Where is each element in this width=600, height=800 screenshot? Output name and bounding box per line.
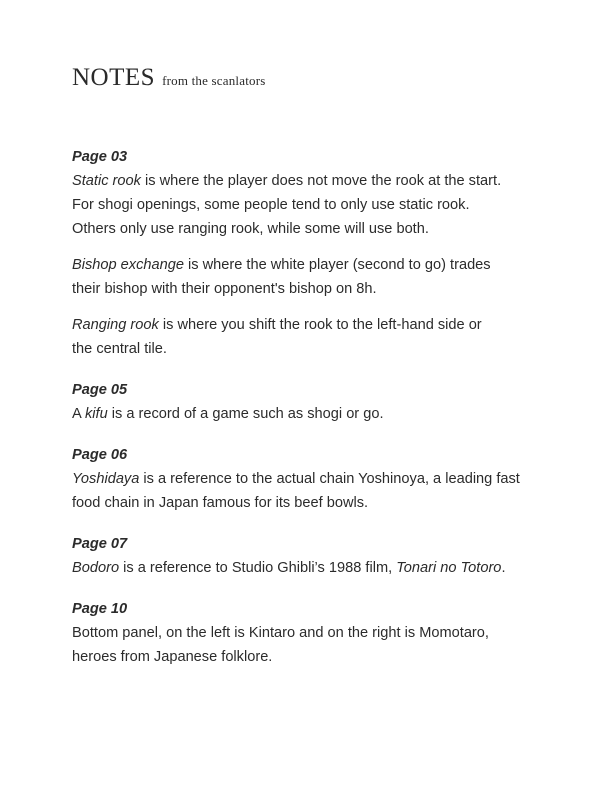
- note-paragraph: [72, 402, 542, 426]
- notes-section-page-10: [72, 597, 542, 669]
- note-paragraph: [72, 621, 542, 669]
- note-paragraph: [72, 556, 542, 580]
- page-heading: Page 10: [72, 601, 128, 617]
- note-text: A: [72, 406, 85, 422]
- note-term: kifu: [84, 406, 108, 422]
- note-text: For shogi openings, some people tend to only use static rook.: [72, 197, 470, 213]
- page-heading: Page 07: [72, 536, 128, 552]
- note-term: Ranging rook: [72, 317, 159, 333]
- notes-section-page-06: [72, 443, 542, 515]
- notes-section-page-07: [72, 532, 542, 580]
- header-subtitle: from the scanlators: [162, 73, 266, 88]
- page-heading: Page 06: [72, 447, 128, 463]
- note-term: Bodoro: [72, 560, 120, 576]
- note-text: is where the player does not move the rook at the start.: [140, 173, 502, 189]
- note-text: is a reference to Studio Ghibli’s 1988 film,: [119, 560, 397, 576]
- page-heading: Page 05: [72, 382, 128, 398]
- note-term: Bishop exchange: [72, 257, 184, 273]
- page-heading: Page 03: [72, 149, 128, 165]
- note-text: their bishop with their opponent's bishop on 8h.: [72, 281, 377, 297]
- note-term: Static rook: [72, 173, 141, 189]
- notes-header: [72, 64, 266, 92]
- note-paragraph: [72, 169, 542, 241]
- note-text: heroes from Japanese folklore.: [72, 649, 273, 665]
- note-term: Yoshidaya: [72, 471, 140, 487]
- note-text: .: [501, 560, 506, 576]
- note-text: is a record of a game such as shogi or go.: [107, 406, 384, 422]
- note-paragraph: [72, 313, 542, 361]
- notes-section-page-03: [72, 145, 542, 361]
- note-text: Others only use ranging rook, while some will use both.: [72, 221, 429, 237]
- note-text: food chain in Japan famous for its beef bowls.: [72, 495, 369, 511]
- film-title: Tonari no Totoro: [396, 560, 502, 576]
- notes-body: [72, 145, 542, 686]
- note-text: the central tile.: [72, 341, 167, 357]
- note-text: is a reference to the actual chain Yoshinoya, a leading fast: [139, 471, 520, 487]
- notes-section-page-05: [72, 378, 542, 426]
- note-paragraph: [72, 253, 542, 301]
- note-text: Bottom panel, on the left is Kintaro and on the right is Momotaro,: [72, 625, 489, 641]
- note-paragraph: [72, 467, 542, 515]
- header-title: NOTES: [72, 64, 156, 91]
- note-text: is where you shift the rook to the left-hand side or: [158, 317, 482, 333]
- note-text: is where the white player (second to go) trades: [183, 257, 491, 273]
